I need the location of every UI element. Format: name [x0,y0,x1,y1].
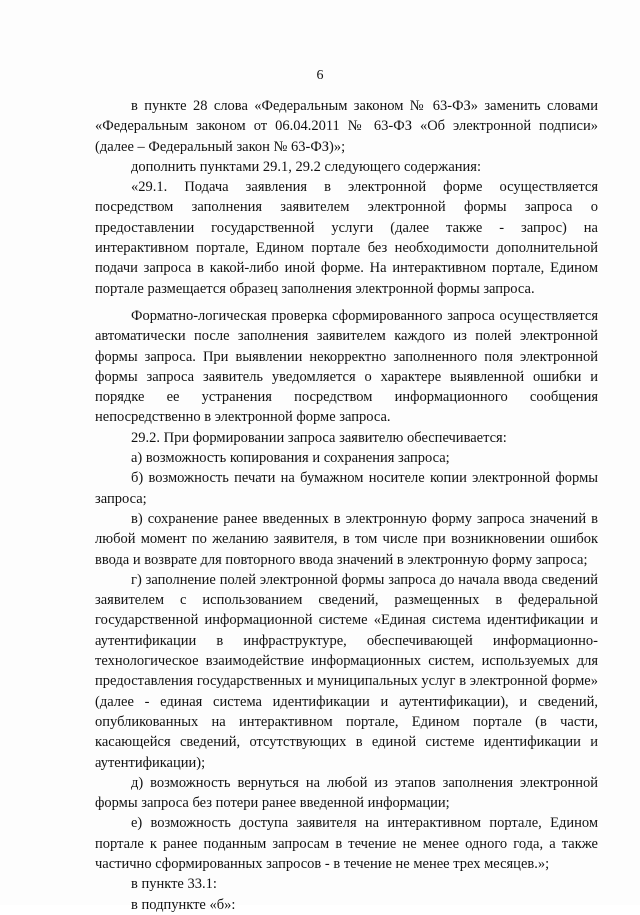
document-body [95,96,598,915]
paragraph-format-check: Форматно-логическая проверка сформированного запроса осуществляется автоматически после заполнения заявителем каждого из полей электронной формы запроса. При выявлении некорректно заполненного поля электронной формы запроса заявитель уведомляется о характере выявленной ошибки и порядке ее устранения посредством информационного сообщения непосредственно в электронной форме запроса. [95,307,598,426]
paragraph-subitem-a: а) возможность копирования и сохранения запроса; [131,450,450,467]
page-number: 6 [316,68,324,83]
paragraph-item-28-amendment: в пункте 28 слова «Федеральным законом № 63-ФЗ» заменить словами «Федеральным законом от 06.04.2011 № 63-ФЗ «Об электронной подписи» (далее – Федеральный закон № 63-ФЗ)»; [95,98,598,155]
paragraph-add-clauses: дополнить пунктами 29.1, 29.2 следующего содержания: [131,158,481,175]
paragraph-subitem-g: г) заполнение полей электронной формы запроса до начала ввода сведений заявителем с использованием сведений, размещенных в федеральной государственной информационной системе «Единая система идентификации и аутентификации в инфраструктуре, обеспечивающей информационно-технологическое взаимодействие информационных систем, используемых для предоставления государственных и муниципальных услуг в электронной форме» (далее - единая система идентификации и аутентификации), и сведений, опубликованных на интерактивном портале, Едином портале (в части, касающейся сведений, отсутствующих в единой системе идентификации и аутентификации); [95,571,598,771]
paragraph-subitem-v: в) сохранение ранее введенных в электронную форму запроса значений в любой момент по желанию заявителя, в том числе при возникновении ошибок ввода и возврате для повторного ввода значений в электронную форму запроса; [95,510,598,568]
paragraph-clause-29-1: «29.1. Подача заявления в электронной форме осуществляется посредством заполнения заявителем электронной формы запроса о предоставлении государственной услуги (далее также - запрос) на интерактивном портале, Едином портале без необходимости дополнительной подачи запроса в какой-либо иной форме. На интерактивном портале, Едином портале размещается образец заполнения электронной формы запроса. [95,179,598,297]
paragraph-clause-29-2: 29.2. При формировании запроса заявителю обеспечивается: [131,429,507,446]
paragraph-item-33-1: в пункте 33.1: [131,876,217,893]
paragraph-subitem-e: е) возможность доступа заявителя на интерактивном портале, Едином портале к ранее поданным запросам в течение не менее одного года, а также частично сформированных запросов - в течение не менее трех месяцев.»; [95,815,598,872]
paragraph-subitem-b-heading: в подпункте «б»: [131,896,236,913]
paragraph-subitem-d: д) возможность вернуться на любой из этапов заполнения электронной формы запроса без потери ранее введенной информации; [95,774,598,812]
paragraph-subitem-b: б) возможность печати на бумажном носителе копии электронной формы запроса; [95,470,598,507]
